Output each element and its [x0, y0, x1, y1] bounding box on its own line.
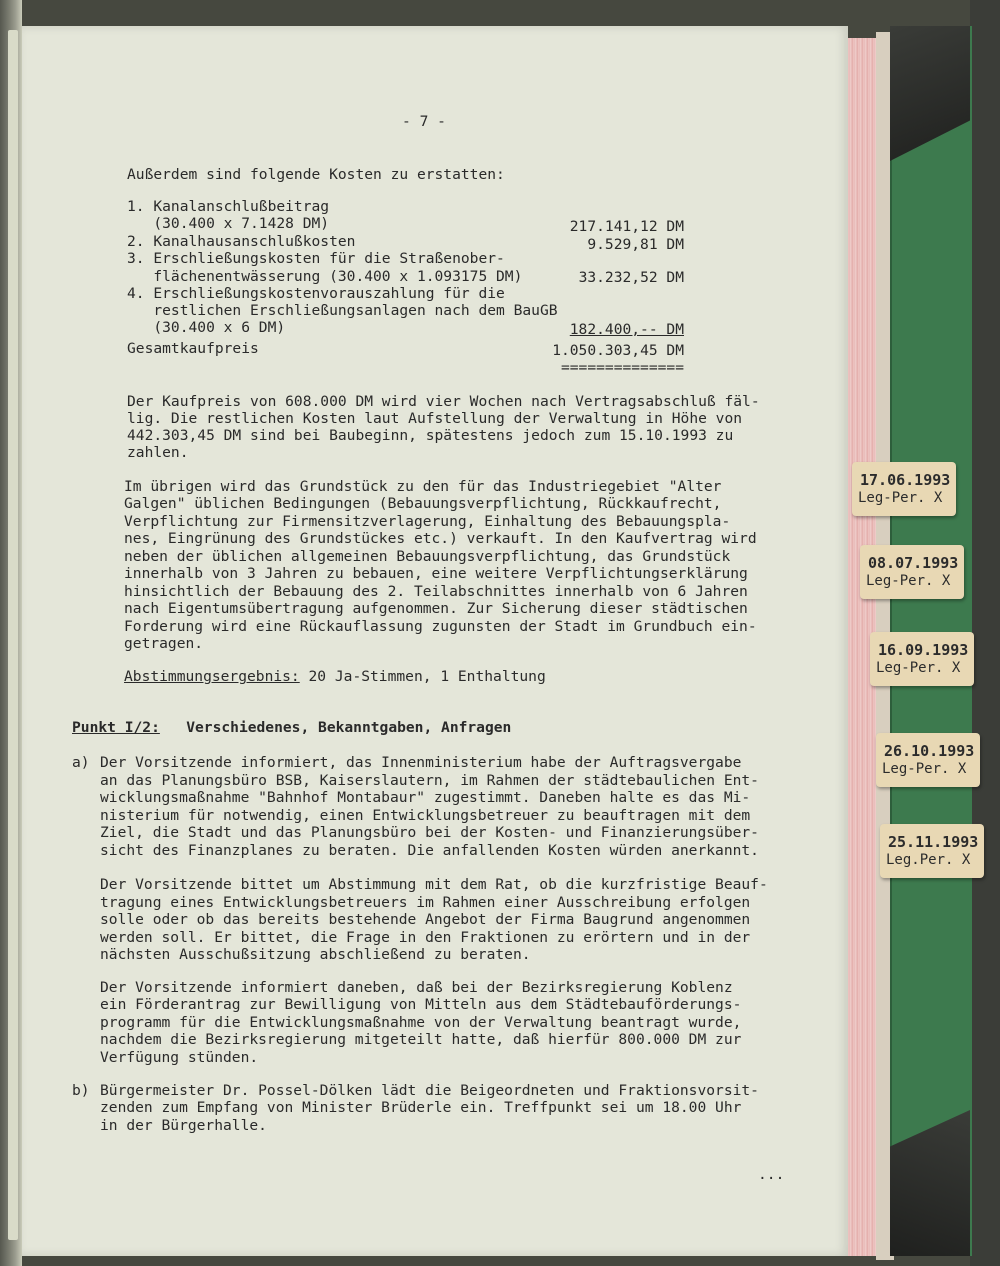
- index-tab-date: 17.06.1993: [860, 471, 951, 489]
- item-a2-line-1: Der Vorsitzende bittet um Abstimmung mit dem Rat, ob die kurzfristige Beauf-: [100, 876, 768, 893]
- cost-item-1-line-2: (30.400 x 7.1428 DM): [127, 215, 330, 232]
- para1-line-1: Der Kaufpreis von 608.000 DM wird vier Wochen nach Vertragsabschluß fäl-: [127, 393, 760, 410]
- index-tab-label: Leg-Per. X: [866, 573, 951, 589]
- item-a3-line-5: Verfügung stünden.: [100, 1049, 259, 1066]
- cost-item-4-line-1: 4. Erschließungskostenvorauszahlung für die: [127, 285, 505, 302]
- index-tab-2[interactable]: [860, 545, 964, 599]
- item-b-line-3: in der Bürgerhalle.: [100, 1117, 267, 1134]
- para2-line-7: hinsichtlich der Bebauung des 2. Teilabschnittes innerhalb von 6 Jahren: [124, 583, 748, 600]
- cost-item-2-line-1: 2. Kanalhausanschlußkosten: [127, 233, 356, 250]
- index-tab-label: Leg-Per. X: [882, 761, 967, 777]
- item-b-line-1: Bürgermeister Dr. Possel-Dölken lädt die Beigeordneten und Fraktionsvorsit-: [100, 1082, 759, 1099]
- index-tab-5[interactable]: [880, 824, 984, 878]
- vote-value: 20 Ja-Stimmen, 1 Enthaltung: [299, 668, 546, 685]
- cost-item-3-line-2: flächenentwässerung (30.400 x 1.093175 DM): [127, 268, 523, 285]
- item-a-line-4: nisterium für notwendig, einen Entwicklungsbetreuer zu beauftragen mit dem: [100, 807, 751, 824]
- item-a3-line-4: nachdem die Bezirksregierung mitgeteilt hatte, daß hierfür 800.000 DM zur: [100, 1031, 742, 1048]
- item-a-line-3: wicklungsmaßnahme "Bahnhof Montabaur" zugestimmt. Daneben halte es das Mi-: [100, 789, 751, 806]
- para2-line-1: Im übrigen wird das Grundstück zu den für das Industriegebiet "Alter: [124, 478, 722, 495]
- para2-line-9: Forderung wird eine Rückauflassung zugunsten der Stadt im Grundbuch ein-: [124, 618, 757, 635]
- cost-item-1-amount: 217.141,12 DM: [569, 218, 684, 235]
- item-b-line-2: zenden zum Empfang von Minister Brüderle ein. Treffpunkt sei um 18.00 Uhr: [100, 1099, 742, 1116]
- item-b-marker: b): [72, 1082, 90, 1099]
- cost-item-4-line-2: restlichen Erschließungsanlagen nach dem BauGB: [127, 302, 558, 319]
- item-a-line-1: Der Vorsitzende informiert, das Innenministerium habe der Auftragsvergabe: [100, 754, 742, 771]
- item-a2-line-5: nächsten Ausschußsitzung abschließend zu beraten.: [100, 946, 531, 963]
- item-a3-line-3: programm für die Entwicklungsmaßnahme von der Verwaltung beantragt wurde,: [100, 1014, 742, 1031]
- item-a3-line-1: Der Vorsitzende informiert daneben, daß bei der Bezirksregierung Koblenz: [100, 979, 733, 996]
- index-tab-date: 25.11.1993: [888, 833, 979, 851]
- total-amount: 1.050.303,45 DM: [552, 342, 684, 359]
- item-a-line-6: sicht des Finanzplanes zu beraten. Die anfallenden Kosten würden anerkannt.: [100, 842, 759, 859]
- cost-item-4-line-3: (30.400 x 6 DM): [127, 319, 286, 336]
- section-label: Punkt I/2:: [72, 719, 160, 736]
- index-tab-3[interactable]: [870, 632, 974, 686]
- vote-result: [124, 668, 546, 685]
- para2-line-4: nes, Eingrünung des Grundstückes etc.) verkauft. In den Kaufvertrag wird: [124, 530, 757, 547]
- total-double-rule: ==============: [560, 359, 684, 376]
- index-tab-label: Leg-Per. X: [876, 660, 961, 676]
- index-tab-4[interactable]: [876, 733, 980, 787]
- item-a3-line-2: ein Förderantrag zur Bewilligung von Mitteln aus dem Städtebauförderungs-: [100, 996, 742, 1013]
- para1-line-2: lig. Die restlichen Kosten laut Aufstellung der Verwaltung in Höhe von: [127, 410, 743, 427]
- index-tab-label: Leg.Per. X: [886, 852, 971, 868]
- cost-item-1-line-1: 1. Kanalanschlußbeitrag: [127, 198, 330, 215]
- index-tab-date: 26.10.1993: [884, 742, 975, 760]
- section-heading: [72, 719, 511, 736]
- page-number: - 7 -: [402, 113, 446, 130]
- cost-item-2-amount: 9.529,81 DM: [587, 236, 684, 253]
- vote-label: Abstimmungsergebnis:: [124, 668, 300, 685]
- item-a2-line-4: werden soll. Er bittet, die Frage in den Fraktionen zu erörtern und in der: [100, 929, 751, 946]
- para1-line-3: 442.303,45 DM sind bei Baubeginn, spätestens jedoch zum 15.10.1993 zu: [127, 427, 734, 444]
- para1-line-4: zahlen.: [127, 444, 189, 461]
- item-a2-line-3: solle oder ob das bereits bestehende Angebot der Firma Baugrund angenommen: [100, 911, 751, 928]
- para2-line-6: innerhalb von 3 Jahren zu bebauen, eine weitere Verpflichtungserklärung: [124, 565, 748, 582]
- para2-line-2: Galgen" üblichen Bedingungen (Bebauungsverpflichtung, Rückkaufrecht,: [124, 495, 722, 512]
- index-tab-label: Leg-Per. X: [858, 490, 943, 506]
- para2-line-10: getragen.: [124, 635, 204, 652]
- section-title: Verschiedenes, Bekanntgaben, Anfragen: [186, 719, 512, 736]
- cost-item-3-amount: 33.232,52 DM: [578, 269, 684, 286]
- continuation-dots: ...: [758, 1166, 785, 1183]
- index-tab-1[interactable]: [852, 462, 956, 516]
- item-a-line-2: an das Planungsbüro BSB, Kaiserslautern, im Rahmen der städtebaulichen Ent-: [100, 772, 759, 789]
- para2-line-5: neben der üblichen allgemeinen Bebauungsverpflichtung, das Grundstück: [124, 548, 731, 565]
- index-tab-date: 08.07.1993: [868, 554, 959, 572]
- item-a2-line-2: tragung eines Entwicklungsbetreuers im Rahmen einer Ausschreibung erfolgen: [100, 894, 751, 911]
- total-label: Gesamtkaufpreis: [127, 340, 259, 357]
- item-a-line-5: Ziel, die Stadt und das Planungsbüro bei der Kosten- und Finanzierungsüber-: [100, 824, 759, 841]
- para2-line-3: Verpflichtung zur Firmensitzverlagerung, Einhaltung des Bebauungspla-: [124, 513, 731, 530]
- costs-intro: Außerdem sind folgende Kosten zu erstatten:: [127, 166, 505, 183]
- item-a-marker: a): [72, 754, 90, 771]
- cost-item-4-amount: 182.400,-- DM: [569, 321, 684, 338]
- para2-line-8: nach Eigentumsübertragung aufgenommen. Zur Sicherung dieser städtischen: [124, 600, 748, 617]
- cost-item-3-line-1: 3. Erschließungskosten für die Straßenober-: [127, 250, 505, 267]
- index-tab-date: 16.09.1993: [878, 641, 969, 659]
